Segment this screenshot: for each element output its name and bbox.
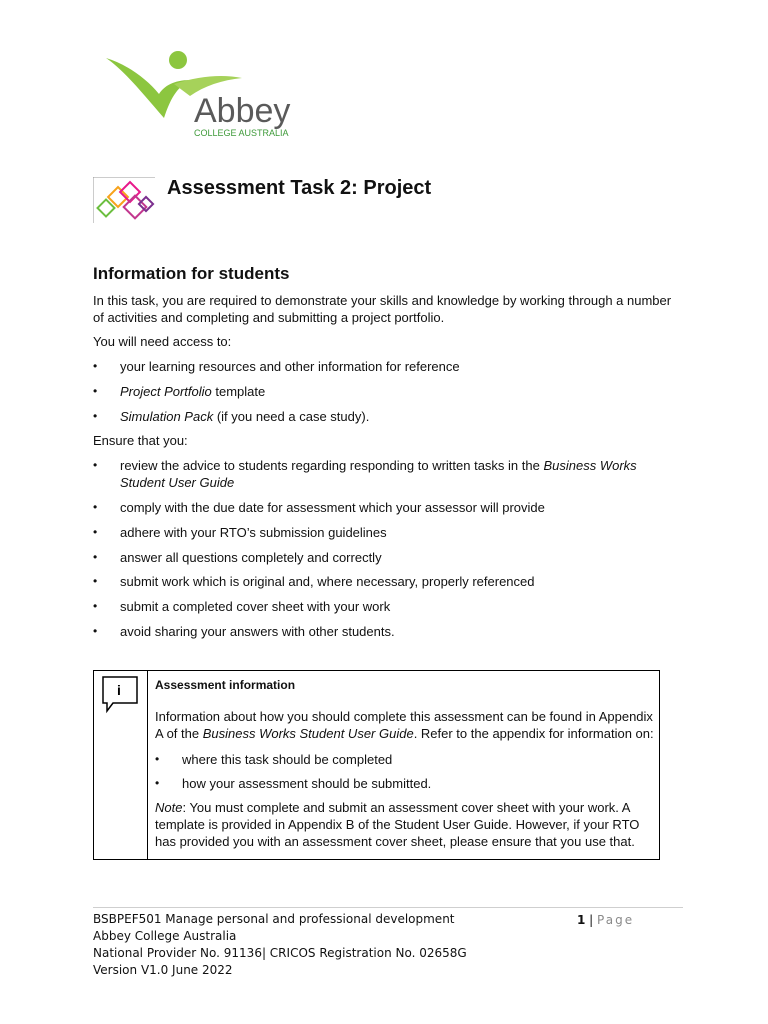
list-item-text: where this task should be completed [182, 752, 393, 767]
bullet: • [155, 752, 160, 766]
footer-college-line: Abbey College Australia [93, 929, 237, 943]
footer-provider-line: National Provider No. 91136| CRICOS Registration No. 02658G [93, 946, 467, 960]
ensure-intro: Ensure that you: [93, 433, 188, 448]
logo-subtitle: COLLEGE AUSTRALIA [194, 128, 289, 138]
list-item-text: answer all questions completely and correctly [120, 550, 382, 565]
list-item-text: avoid sharing your answers with other students. [120, 624, 395, 639]
bullet: • [93, 500, 98, 514]
bullet: • [155, 776, 160, 790]
info-box-paragraph: Information about how you should complete this assessment can be found in Appendix A of the Business Works Student User Guide. Refer to the appendix for information on: [155, 709, 654, 741]
bullet: • [93, 359, 98, 373]
bullet: • [93, 574, 98, 588]
list-item-text: submit a completed cover sheet with your work [120, 599, 391, 614]
logo-wordmark: Abbey [194, 92, 291, 130]
info-box-note: Note: You must complete and submit an assessment cover sheet with your work. A template is provided in Appendix B of the Student User Guide. However, if your RTO has provided you with an assessment cover sheet, please ensure that you use that. [155, 800, 640, 849]
access-intro: You will need access to: [93, 334, 232, 349]
list-item-text: how your assessment should be submitted. [182, 776, 432, 791]
page-number: 1 | Page [577, 913, 635, 927]
list-item-text: Simulation Pack (if you need a case study). [120, 409, 370, 424]
page-title: Assessment Task 2: Project [167, 177, 432, 199]
list-item-text: Project Portfolio template [120, 384, 266, 399]
bullet: • [93, 525, 98, 539]
info-box-title: Assessment information [155, 678, 296, 692]
bullet: • [93, 624, 98, 638]
svg-text:i: i [117, 682, 121, 698]
list-item-text: comply with the due date for assessment which your assessor will provide [120, 500, 545, 515]
task-diamonds-icon [93, 177, 157, 223]
bullet: • [93, 384, 98, 398]
abbey-college-logo [104, 50, 314, 142]
section-heading: Information for students [93, 264, 290, 283]
bullet: • [93, 599, 98, 613]
bullet: • [93, 409, 98, 423]
footer-unit-line: BSBPEF501 Manage personal and professional development [93, 912, 455, 926]
list-item-text: submit work which is original and, where necessary, properly referenced [120, 574, 535, 589]
list-item-text: your learning resources and other information for reference [120, 359, 460, 374]
bullet: • [93, 550, 98, 564]
info-box-divider [147, 670, 148, 860]
footer-version-line: Version V1.0 June 2022 [93, 963, 233, 977]
footer-divider [93, 907, 683, 908]
list-item-text: review the advice to students regarding responding to written tasks in the Business Works Student User Guide [120, 458, 637, 490]
intro-paragraph: In this task, you are required to demonstrate your skills and knowledge by working through a number of activities and completing and submitting a project portfolio. [93, 293, 672, 325]
info-speech-bubble-icon [101, 675, 139, 715]
list-item-text: adhere with your RTO’s submission guidelines [120, 525, 387, 540]
bullet: • [93, 458, 98, 472]
